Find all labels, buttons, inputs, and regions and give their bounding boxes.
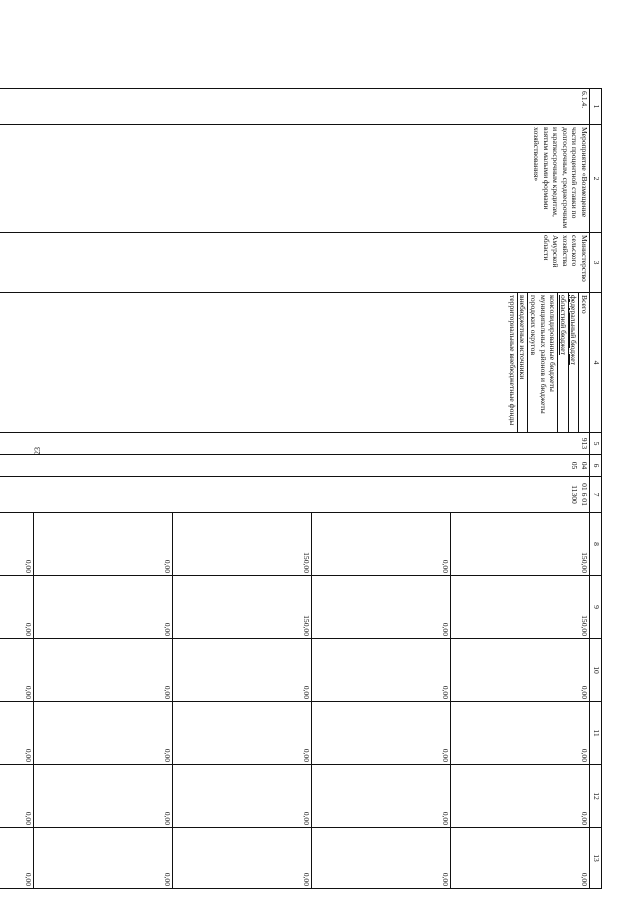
column-header: 3 xyxy=(590,233,602,293)
value-cell: 0,00 xyxy=(172,828,311,888)
value-cell: 0,00 xyxy=(172,702,311,764)
value-cell: 0,00 xyxy=(0,513,33,575)
value-cell: 0,00 xyxy=(172,639,311,701)
value-column-11 xyxy=(0,702,590,765)
column-header: 1 xyxy=(590,89,602,125)
value-cell: 0,00 xyxy=(450,765,589,827)
value-cell: 0,00 xyxy=(311,639,450,701)
value-cell: 0,00 xyxy=(0,702,33,764)
value-cell: 0,00 xyxy=(0,576,33,638)
funding-source: федеральный бюджет xyxy=(568,293,579,432)
funding-sources xyxy=(0,293,590,433)
funding-source: внебюджетные источники xyxy=(517,293,528,432)
budget-table xyxy=(0,88,602,889)
value-cell: 0,00 xyxy=(172,765,311,827)
column-header: 13 xyxy=(590,828,602,889)
header-row xyxy=(590,89,602,889)
value-cell: 0,00 xyxy=(33,765,172,827)
value-cell: 0,00 xyxy=(311,513,450,575)
value-cell: 0,00 xyxy=(450,828,589,888)
value-cell: 0,00 xyxy=(33,828,172,888)
value-cell: 0,00 xyxy=(0,639,33,701)
value-cell: 0,00 xyxy=(311,576,450,638)
value-cell: 0,00 xyxy=(450,639,589,701)
value-cell: 0,00 xyxy=(311,702,450,764)
column-header: 10 xyxy=(590,639,602,702)
executor: Министерство сельского хозяйства Амурской области xyxy=(0,233,590,293)
value-cell: 0,00 xyxy=(0,765,33,827)
table-row xyxy=(0,89,590,889)
value-cell: 150,00 xyxy=(172,576,311,638)
value-cell: 0,00 xyxy=(311,828,450,888)
funding-source: областной бюджет xyxy=(557,293,568,432)
funding-source: территориальные внебюджетные фонды xyxy=(507,295,517,426)
page-number: 23 xyxy=(33,447,42,455)
value-cell: 150,00 xyxy=(450,576,589,638)
value-cell: 150,00 xyxy=(450,513,589,575)
value-cell: 0,00 xyxy=(311,765,450,827)
value-cell: 150,00 xyxy=(172,513,311,575)
value-column-9 xyxy=(0,576,590,639)
funding-source: Всего xyxy=(578,293,589,432)
value-cell: 0,00 xyxy=(33,576,172,638)
column-header: 2 xyxy=(590,125,602,233)
column-header: 8 xyxy=(590,513,602,576)
column-header: 12 xyxy=(590,765,602,828)
value-column-13 xyxy=(0,828,590,889)
value-cell: 0,00 xyxy=(450,702,589,764)
rzpr-code: 04 05 xyxy=(0,455,590,477)
measure-name: Мероприятие «Возмещение части процентной ставки по долгосрочным, среднесрочным и краткосрочным кредитам, взятым малыми формами хозяйствования» xyxy=(0,125,590,233)
funding-source: консолидированные бюджеты муниципальных районов и бюджеты городских округов xyxy=(527,293,557,432)
column-header: 5 xyxy=(590,433,602,455)
column-header: 4 xyxy=(590,293,602,433)
grbs-code: 913 xyxy=(0,433,590,455)
value-cell: 0,00 xyxy=(33,639,172,701)
table-body xyxy=(0,89,590,889)
column-header: 9 xyxy=(590,576,602,639)
value-cell: 0,00 xyxy=(33,702,172,764)
csr-code: 01 6 01 11300 xyxy=(0,477,590,513)
value-column-10 xyxy=(0,639,590,702)
column-header: 11 xyxy=(590,702,602,765)
value-cell: 0,00 xyxy=(33,513,172,575)
column-header: 6 xyxy=(590,455,602,477)
value-cell: 0,00 xyxy=(0,828,33,888)
value-column-12 xyxy=(0,765,590,828)
row-number: 6.1.4. xyxy=(0,89,590,125)
value-column-8 xyxy=(0,513,590,576)
rotated-table-container xyxy=(0,88,602,888)
column-header: 7 xyxy=(590,477,602,513)
